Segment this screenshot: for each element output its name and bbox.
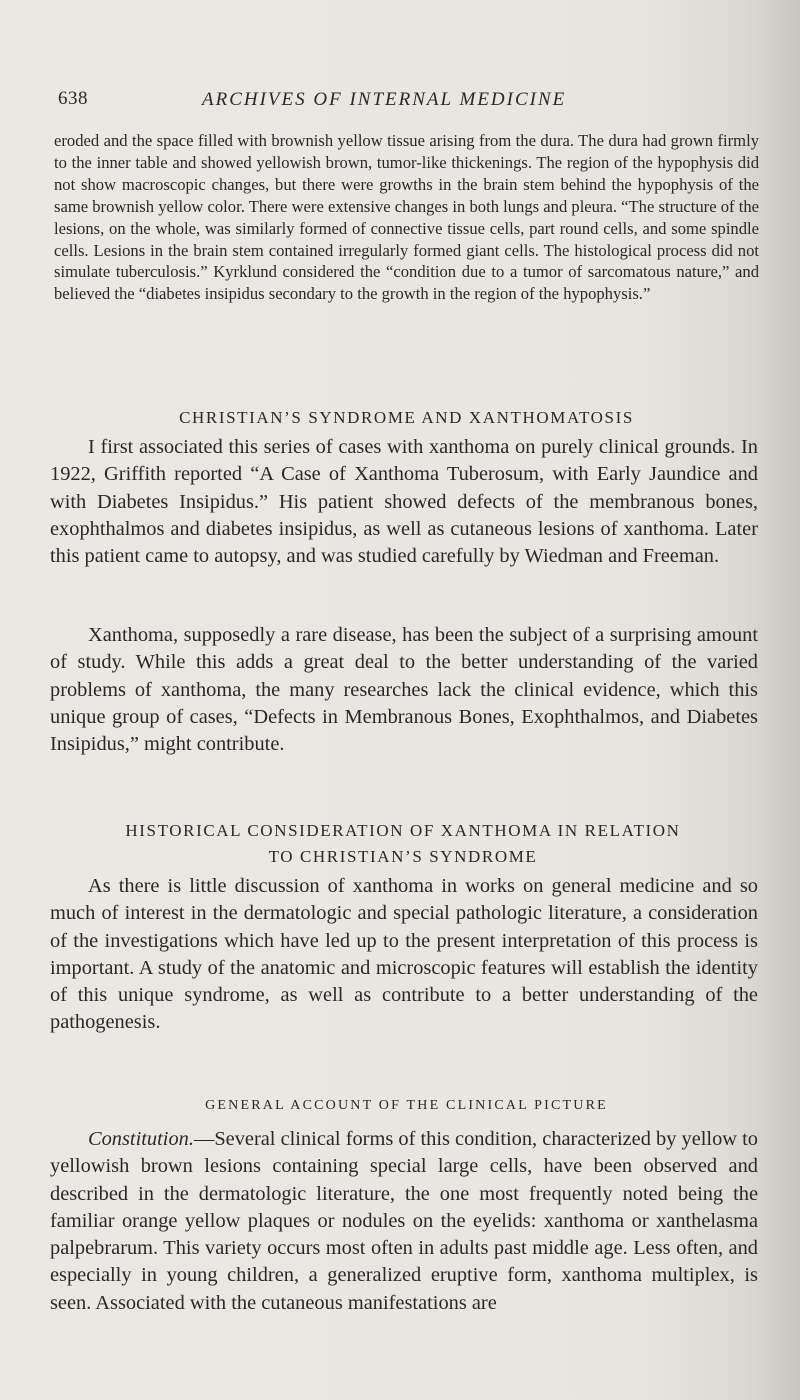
section-heading-historical-consideration	[48, 818, 758, 870]
section2-paragraph-block	[50, 873, 758, 1037]
section1-paragraph-2-block	[50, 622, 758, 758]
section1-paragraph-1-block	[50, 434, 758, 570]
section3-paragraph-text: —Several clinical forms of this condition, characterized by yellow to yellowish brown lesions containing special large cells, have been observed and described in the dermatologic literature, the one most frequently noted being the familiar orange yellow plaques or nodules on the eyelids: xanthoma or xanthelasma palpebrarum. This variety occurs most often in adults past middle age. Less often, and especially in young children, a generalized eruptive form, xanthoma multiplex, is seen. Associated with the cutaneous manifestations are	[50, 1128, 758, 1314]
intro-paragraph: eroded and the space filled with brownish yellow tissue arising from the dura. The dura had grown firmly to the inner table and showed yellowish brown, tumor-like thickenings. The region of the hypophysis did not show macroscopic changes, but there were growths in the brain stem behind the hypophysis of the same brownish yellow color. There were extensive changes in both lungs and pleura. “The structure of the lesions, on the whole, was similarly formed of connective tissue cells, part round cells, and some spindle cells. Lesions in the brain stem contained irregularly formed giant cells. The histological process did not simulate tuberculosis.” Kyrklund considered the “condition due to a tumor of sarcomatous nature,” and believed the “diabetes insipidus secondary to the growth in the region of the hypophysis.”	[54, 131, 759, 304]
page-number: 638	[58, 88, 88, 109]
section3-paragraph-block	[50, 1126, 758, 1317]
section-heading-clinical-picture: GENERAL ACCOUNT OF THE CLINICAL PICTURE	[205, 1098, 608, 1113]
section3-paragraph	[50, 1126, 758, 1317]
section1-paragraph-2: Xanthoma, supposedly a rare disease, has been the subject of a surprising amount of study. While this adds a great deal to the better understanding of the varied problems of xanthoma, the many researches lack the clinical evidence, which this unique group of cases, “Defects in Membranous Bones, Exophthalmos, and Diabetes Insipidus,” might contribute.	[50, 624, 758, 756]
heading-line-2: TO CHRISTIAN’S SYNDROME	[268, 847, 538, 866]
intro-block	[54, 130, 759, 305]
page-header	[58, 84, 758, 114]
run-in-heading-constitution: Constitution.	[88, 1128, 194, 1150]
section1-paragraph-1: I first associated this series of cases with xanthoma on purely clinical grounds. In 1922, Griffith reported “A Case of Xanthoma Tuberosum, with Early Jaundice and with Diabetes Insipidus.” His patient showed defects of the membranous bones, exophthalmos and diabetes insipidus, as well as cutaneous lesions of xanthoma. Later this patient came to autopsy, and was studied carefully by Wiedman and Freeman.	[50, 436, 758, 568]
section-heading-christians-syndrome: CHRISTIAN’S SYNDROME AND XANTHOMATOSIS	[179, 408, 634, 427]
running-title: ARCHIVES OF INTERNAL MEDICINE	[202, 89, 567, 110]
heading-line-1: HISTORICAL CONSIDERATION OF XANTHOMA IN RELATION	[125, 821, 681, 840]
section2-paragraph: As there is little discussion of xanthoma in works on general medicine and so much of interest in the dermatologic and special pathologic literature, a consideration of the investigations which have led up to the present interpretation of this process is important. A study of the anatomic and microscopic features will establish the identity of this unique syndrome, as well as contribute to a better understanding of the pathogenesis.	[50, 875, 758, 1034]
